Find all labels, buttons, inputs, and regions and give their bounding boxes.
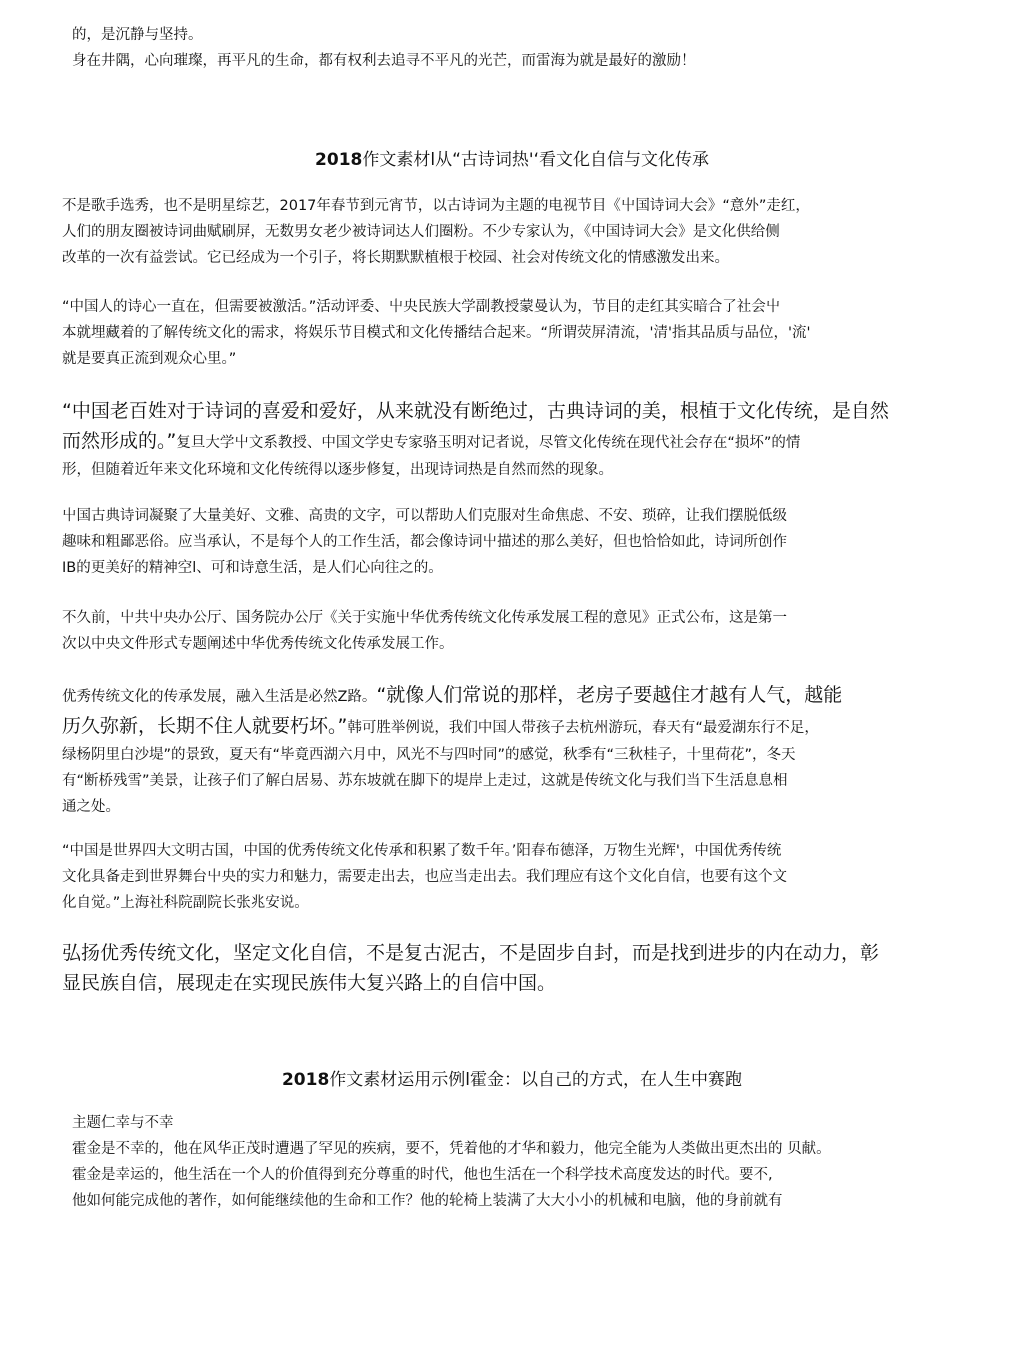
text-line: 霍金是不幸的，他在风华正茂时遭遇了罕见的疾病，要不，凭着他的才华和毅力，他完全能为人类做出更杰出的 贝献。 [72, 1141, 831, 1157]
paragraph-large [62, 938, 879, 998]
text-line: 人们的朋友圈被诗词曲赋刷屏，无数男女老少被诗词达人们圈粉。不少专家认为，《中国诗词大会》是文化供给侧 [62, 224, 780, 240]
text-line-large: 显民族自信，展现走在实现民族伟大复兴路上的自信中国。 [62, 972, 557, 994]
text-line: 形，但随着近年来文化环境和文化传统得以逐步修复，出现诗词热是自然而然的现象。 [62, 462, 613, 478]
text-small: 复旦大学屮文系教授、中国文学史专家骆玉明对记者说，尽管文化传统在现代社会存在“损坏”的情 [176, 435, 801, 451]
article-title-text: 作文素材运用示例l霍金：以自己的方式，在人生中赛跑 [329, 1070, 743, 1090]
text-line-large: “中国老百姓对于诗词的喜爱和爱好，从来就没有断绝过，古典诗词的美，根植于文化传统，是自然 [62, 400, 889, 422]
paragraph [62, 503, 787, 581]
text-line: 趣味和粗鄙恶俗。应当承认，不是每个人的工作生活，都会像诗词屮描述的那么美好，但也恰恰如此，诗词所创作 [62, 534, 787, 550]
text-line: 有“断桥残雪”美景，让孩子们了解白居易、苏东坡就在脚下的堤岸上走过，这就是传统文化与我们当下生活息息相 [62, 773, 788, 789]
text-large: 而然形成的。” [62, 430, 177, 452]
text-line: IB的更美好的精神空l、可和诗意生活，是人们心向往之的。 [62, 560, 443, 576]
text-line: 通之处。 [62, 799, 120, 815]
article-title-year: 2018 [315, 150, 363, 170]
intro-paragraph [72, 22, 696, 74]
text-line: 次以中央文件形式专题阐述中华优秀传统文化传承发展工作。 [62, 636, 454, 652]
text-small: 优秀传统文化的传承发展，融入生活是必然Z路。 [62, 689, 377, 705]
text-line-large: 弘扬优秀传统文化，坚定文化自信，不是复古泥古，不是固步自封，而是找到进步的内在动力，彰 [62, 942, 880, 964]
text-line: “中国是世界四大文明古国，中国的优秀传统文化传承和积累了数千年。’阳春布德泽，万物生光辉'，中国优秀传统 [62, 843, 782, 859]
paragraph [62, 193, 810, 271]
article-title-year: 2018 [281, 1070, 330, 1090]
text-line: 文化具备走到世界舞台屮央的实力和魅力，需要走出去，也应当走出去。我们理应有这个文化自信，也要有这个文 [62, 869, 787, 885]
paragraph [62, 838, 787, 916]
text-line: 霍金是幸运的，他生活在一个人的价值得到充分尊重的时代，他也生活在一个科学技术高度发达的时代。要不, [72, 1167, 773, 1183]
article-title [0, 1066, 1024, 1094]
text-line: 他如何能完成他的著作，如何能继续他的生命和工作？他的轮椅上装满了大大小小的机械和电脑，他的身前就有 [72, 1193, 783, 1209]
theme-label: 主题仁幸与不幸 [72, 1115, 174, 1131]
text-line: 不是歌手选秀，也不是明星综艺，2017年春节到元宵节，以古诗词为主题的电视节目《屮国诗词大会》“意外”走红， [62, 198, 810, 214]
article-title [0, 146, 1024, 174]
text-line: 绿杨阴里白沙堤”的景致，夏天有“毕竟西湖六月中，风光不与四吋同”的感觉，秋季有“三秋桂子，十里荷花”，冬天 [62, 747, 796, 763]
paragraph [62, 680, 842, 820]
text-line: “中国人的诗心一直在，但需要被激活。”活动评委、屮央民族大学副教授蒙曼认为，节目的走红其实暗合了社会屮 [62, 299, 781, 315]
text-line: 化自觉。”上海社科院副院长张兆安说。 [62, 895, 309, 911]
text-line: 改革的一次有益尝试。它已经成为一个引子，将长期默默植根于校园、社会对传统文化的情感激发出来。 [62, 250, 729, 266]
paragraph [72, 1110, 831, 1214]
text-large: 历久弥新，长期不住人就要朽坏。” [62, 715, 348, 737]
article-title-text: 作文素材l从“古诗词热'‘看文化自信与文化传承 [362, 150, 709, 170]
text-line: 不久前，屮共屮央办公厅、国务院办公厅《关于实施屮华优秀传统文化传承发展工程的意见》正式公布，这是第一 [62, 610, 787, 626]
paragraph [62, 294, 810, 372]
text-small: 韩可胜举例说，我们中国人带孩子去杭州游玩，春天有“最爱湖东行不足， [347, 720, 819, 736]
text-line: 屮国古典诗词凝聚了大量美好、文雅、高贵的文字，可以帮助人们克服对生命焦虑、不安、琐碎，让我们摆脱低级 [62, 508, 787, 524]
text-line: 身在井隅，心向璀璨，再平凡的生命，都有权利去追寻不平凡的光芒，而雷海为就是最好的激励！ [72, 53, 696, 69]
text-large: “就像人们常说的那样，老房子要越住才越有人气，越能 [376, 684, 843, 706]
text-line: 本就埋藏着的了解传统文化的需求，将娱乐节目模式和文化传播结合起来。“所谓荧屏清流，'清'指其品质与品位，'流' [62, 325, 811, 341]
paragraph [62, 396, 889, 483]
text-line: 的，是沉静与坚持。 [72, 27, 203, 43]
paragraph [62, 605, 787, 657]
text-line: 就是要真正流到观众心里。” [62, 351, 237, 367]
